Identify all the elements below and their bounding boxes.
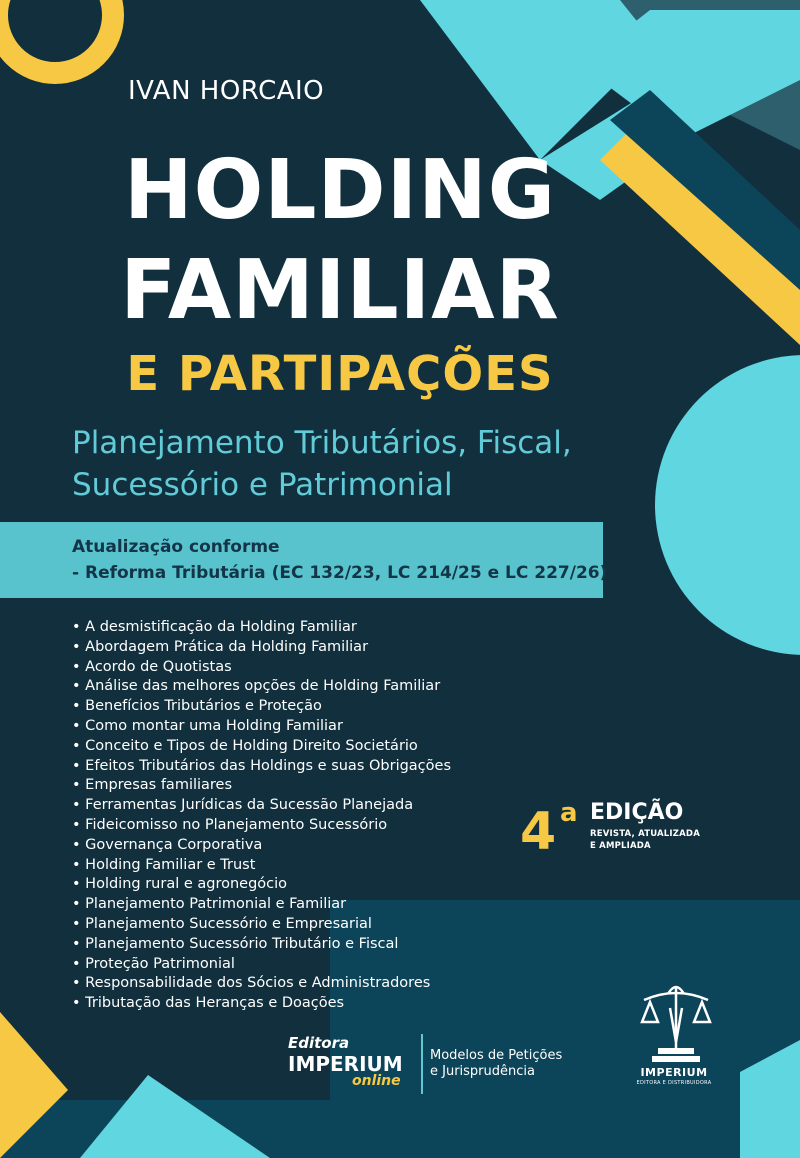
title-line-3: E PARTIPAÇÕES — [126, 346, 554, 402]
topic-item: • Planejamento Sucessório e Empresarial — [72, 915, 451, 935]
topic-item: • Ferramentas Jurídicas da Sucessão Planejada — [72, 796, 451, 816]
topic-item: • Tributação das Heranças e Doações — [72, 994, 451, 1014]
edition-detail-1: REVISTA, ATUALIZADA — [590, 829, 700, 839]
topic-item: • Empresas familiares — [72, 776, 451, 796]
edition-badge — [520, 798, 720, 862]
emblem-tagline: EDITORA E DISTRIBUIDORA — [636, 1080, 712, 1086]
topic-item: • Planejamento Sucessório Tributário e Fiscal — [72, 935, 451, 955]
publisher-online: online — [352, 1073, 401, 1089]
emblem-name: IMPERIUM — [640, 1066, 708, 1079]
update-band-line-2: - Reforma Tributária (EC 132/23, LC 214/25 e LC 227/26) — [72, 563, 608, 583]
publisher-imperium: IMPERIUM — [288, 1052, 403, 1076]
topic-item: • Acordo de Quotistas — [72, 658, 451, 678]
topic-item: • Planejamento Patrimonial e Familiar — [72, 895, 451, 915]
topic-item: • Benefícios Tributários e Proteção — [72, 697, 451, 717]
publisher-tagline-1: Modelos de Petições — [430, 1048, 563, 1063]
topic-item: • Fideicomisso no Planejamento Sucessório — [72, 816, 451, 836]
publisher-editora: Editora — [288, 1034, 350, 1052]
author-name: IVAN HORCAIO — [128, 76, 325, 106]
update-band — [0, 522, 603, 598]
topics-list — [72, 618, 451, 1014]
topic-item: • Abordagem Prática da Holding Familiar — [72, 638, 451, 658]
topic-item: • Conceito e Tipos de Holding Direito Societário — [72, 737, 451, 757]
topic-item: • Análise das melhores opções de Holding Familiar — [72, 677, 451, 697]
title-line-1: HOLDING — [123, 143, 557, 238]
subtitle-line-1: Planejamento Tributários, Fiscal, — [72, 425, 572, 461]
edition-number: 4 — [520, 802, 557, 862]
update-band-line-1: Atualização conforme — [72, 537, 280, 557]
publisher-divider — [421, 1034, 423, 1094]
publisher-tagline-2: e Jurisprudência — [430, 1064, 535, 1079]
topic-item: • Holding Familiar e Trust — [72, 856, 451, 876]
edition-label: EDIÇÃO — [590, 800, 684, 825]
topic-item: • Efeitos Tributários das Holdings e suas Obrigações — [72, 757, 451, 777]
topic-item: • Responsabilidade dos Sócios e Administradores — [72, 974, 451, 994]
edition-detail-2: E AMPLIADA — [590, 841, 651, 851]
topic-item: • Proteção Patrimonial — [72, 955, 451, 975]
topic-item: • Governança Corporativa — [72, 836, 451, 856]
topic-item: • A desmistificação da Holding Familiar — [72, 618, 451, 638]
edition-ordinal: a — [560, 798, 578, 828]
topic-item: • Holding rural e agronegócio — [72, 875, 451, 895]
yellow-ring-shape — [0, 0, 113, 73]
scales-of-justice-icon — [636, 978, 716, 1068]
subtitle-line-2: Sucessório e Patrimonial — [72, 467, 453, 503]
topic-item: • Como montar uma Holding Familiar — [72, 717, 451, 737]
teal-circle-shape — [655, 355, 800, 655]
title-line-2: FAMILIAR — [120, 243, 560, 338]
